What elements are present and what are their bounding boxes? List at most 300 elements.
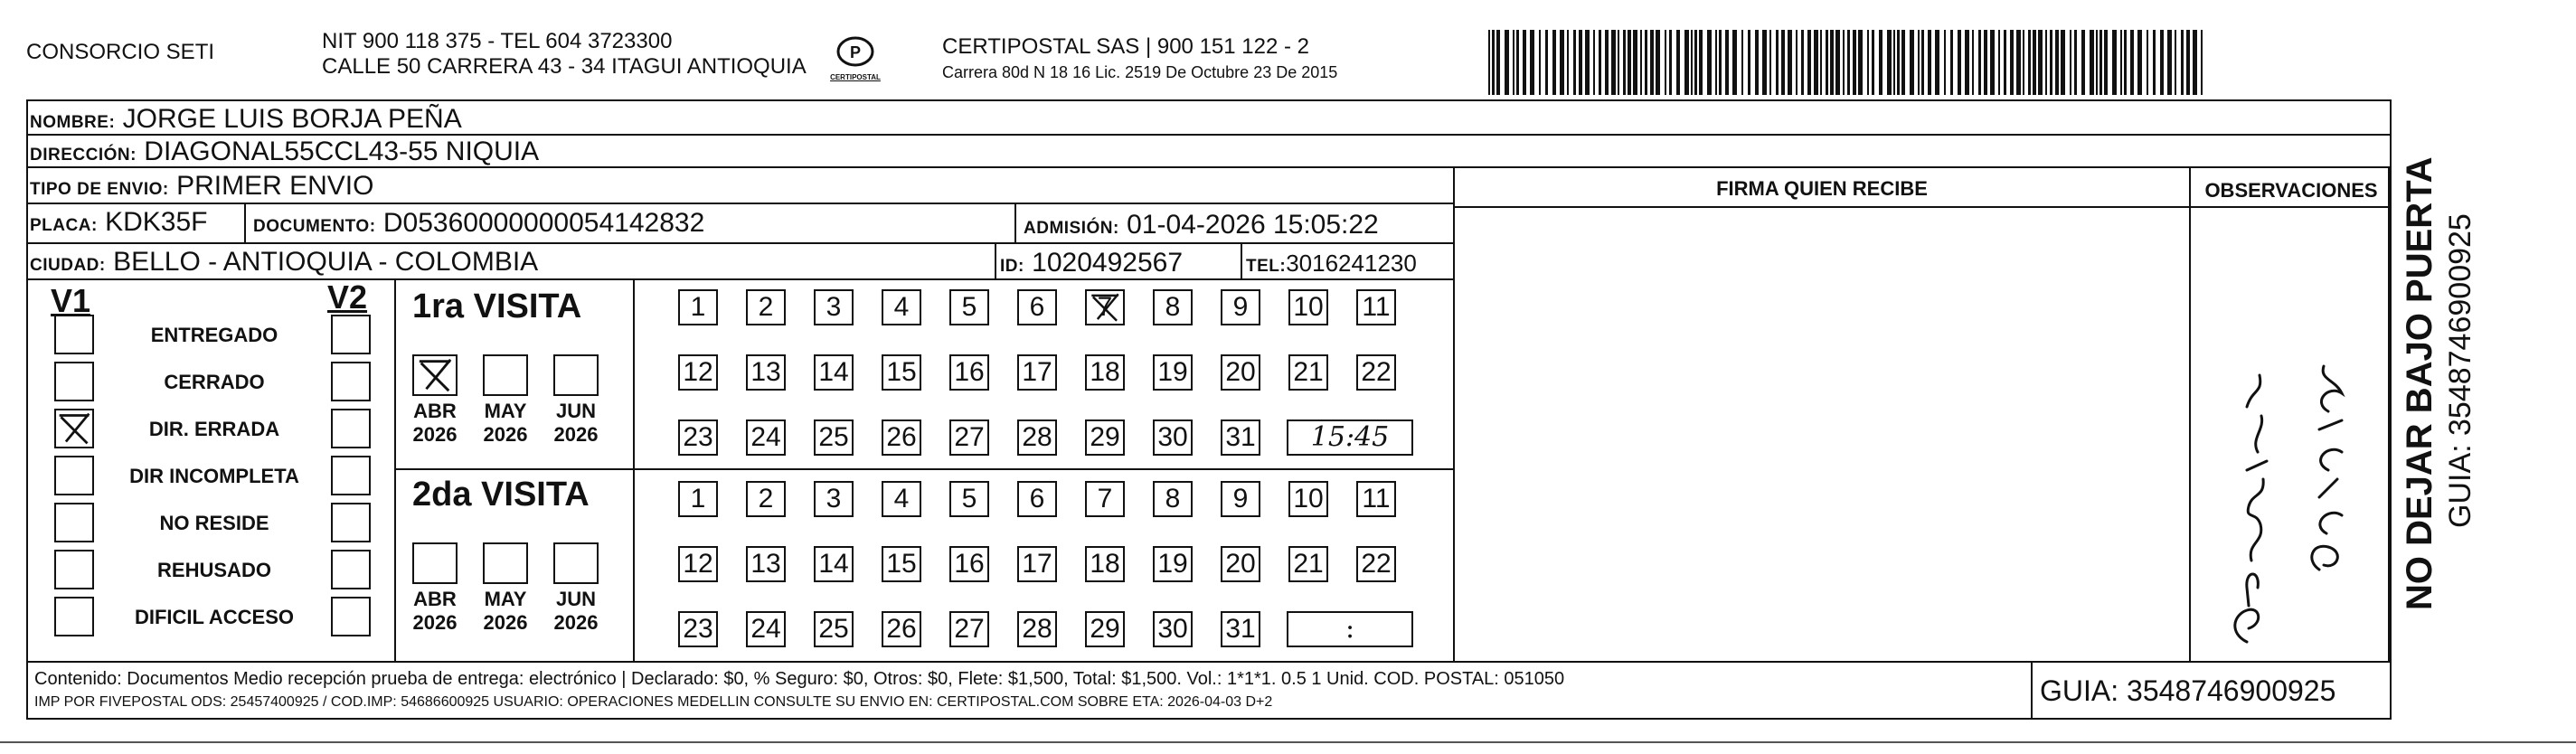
id-cell: [1000, 248, 1183, 278]
barcode-bar: [2061, 30, 2065, 95]
month-checkmark: [414, 356, 456, 394]
barcode-bar: [1781, 30, 1785, 95]
day-box[interactable]: [1356, 354, 1396, 391]
barcode-bar: [2050, 30, 2052, 95]
v1-checkbox[interactable]: [54, 362, 94, 401]
barcode-bar: [1935, 30, 1939, 95]
day-box[interactable]: [949, 546, 989, 582]
day-number: 17: [1022, 549, 1052, 579]
month-name: JUN: [555, 588, 596, 610]
barcode-bar: [1887, 30, 1892, 95]
document-value: D05360000000054142832: [382, 208, 705, 238]
barcode-bar: [2074, 30, 2077, 95]
barcode-bar: [1921, 30, 1924, 95]
barcode-bar: [2160, 30, 2164, 95]
barcode-bar: [1656, 30, 1660, 95]
name-label: NOMBRE:: [30, 113, 116, 132]
day-box[interactable]: [949, 289, 989, 325]
barcode-bar: [2028, 30, 2031, 95]
month-label: [544, 400, 608, 447]
day-number: 15: [886, 357, 917, 387]
day-box[interactable]: [882, 481, 921, 517]
address-label: DIRECCIÓN:: [30, 146, 137, 165]
barcode-bar: [1897, 30, 1900, 95]
day-number: 7: [1097, 292, 1113, 322]
day-number: 12: [683, 357, 713, 387]
day-box[interactable]: [814, 611, 854, 647]
day-box[interactable]: [949, 611, 989, 647]
barcode-bar: [2130, 30, 2134, 95]
day-box[interactable]: [746, 611, 786, 647]
signature-header: FIRMA QUIEN RECIBE: [1716, 177, 1928, 200]
barcode-bar: [1990, 30, 1995, 95]
day-box[interactable]: [1221, 546, 1260, 582]
v1-label: V1: [51, 282, 91, 319]
month-label: [544, 588, 608, 635]
day-number: 4: [893, 484, 910, 514]
status-right-border: [394, 280, 396, 661]
barcode-bar: [1928, 30, 1931, 95]
day-number: 24: [750, 614, 781, 644]
barcode-bar: [1539, 30, 1541, 95]
day-box[interactable]: [678, 481, 718, 517]
barcode-bar: [1593, 30, 1595, 95]
day-box[interactable]: [1153, 611, 1193, 647]
barcode-bar: [1762, 30, 1767, 95]
day-number: 19: [1157, 357, 1188, 387]
barcode-bar: [1579, 30, 1582, 95]
day-box[interactable]: [814, 419, 854, 456]
barcode-bar: [1523, 30, 1526, 95]
v2-checkbox[interactable]: [331, 315, 371, 354]
day-box[interactable]: [1017, 481, 1057, 517]
tel-divider: [1241, 244, 1242, 280]
barcode-bar: [1699, 30, 1703, 95]
day-number: 26: [886, 614, 917, 644]
admission-divider: [1014, 204, 1016, 244]
v2-checkbox[interactable]: [331, 409, 371, 448]
day-number: 4: [893, 292, 910, 322]
day-number: 22: [1361, 357, 1392, 387]
day-box[interactable]: [678, 289, 718, 325]
barcode: [1488, 30, 2212, 95]
day-box[interactable]: [949, 419, 989, 456]
barcode-bar: [2153, 30, 2156, 95]
barcode-bar: [1505, 30, 1509, 95]
signature-area[interactable]: [1455, 208, 2189, 661]
id-label: ID:: [1000, 257, 1024, 276]
day-box[interactable]: [1221, 289, 1260, 325]
recipient-name: JORGE LUIS BORJA PEÑA: [122, 104, 462, 134]
barcode-bar: [1796, 30, 1798, 95]
month-year: 2026: [553, 423, 599, 446]
v2-checkbox[interactable]: [331, 550, 371, 589]
barcode-bar: [1650, 30, 1654, 95]
day-box[interactable]: [949, 481, 989, 517]
day-box[interactable]: [1221, 611, 1260, 647]
day-box[interactable]: [1085, 611, 1125, 647]
barcode-bar: [1488, 30, 1490, 95]
day-number: 20: [1225, 357, 1256, 387]
barcode-bar: [1640, 30, 1642, 95]
day-number: 16: [954, 549, 985, 579]
barcode-bar: [1599, 30, 1601, 95]
day-box[interactable]: [1221, 354, 1260, 391]
observations-handwriting: [2193, 208, 2386, 660]
barcode-bar: [1530, 30, 1534, 95]
v1-checkbox[interactable]: [54, 315, 94, 354]
month-checkbox[interactable]: [412, 354, 458, 396]
day-box[interactable]: [882, 546, 921, 582]
barcode-bar: [1725, 30, 1729, 95]
day-box[interactable]: [1017, 354, 1057, 391]
barcode-bar: [1820, 30, 1822, 95]
admission-label: ADMISIÓN:: [1024, 219, 1119, 238]
barcode-bar: [1719, 30, 1722, 95]
day-box[interactable]: [1085, 419, 1125, 456]
month-year: 2026: [412, 611, 458, 634]
v1-checkbox[interactable]: [54, 550, 94, 589]
day-number: 8: [1165, 292, 1181, 322]
plate-value: KDK35F: [105, 207, 208, 237]
barcode-bar: [1516, 30, 1519, 95]
barcode-bar: [2167, 30, 2172, 95]
month-checkbox[interactable]: [483, 542, 528, 584]
day-number: 31: [1225, 614, 1256, 644]
barcode-bar: [1611, 30, 1616, 95]
day-number: 25: [818, 614, 849, 644]
day-number: 28: [1022, 614, 1052, 644]
day-box[interactable]: [1221, 419, 1260, 456]
month-label: [403, 400, 467, 447]
day-box[interactable]: [746, 354, 786, 391]
day-box[interactable]: [814, 289, 854, 325]
v2-checkbox[interactable]: [331, 362, 371, 401]
tel-label: TEL:: [1246, 257, 1287, 276]
barcode-bar: [2033, 30, 2036, 95]
month-name: MAY: [484, 588, 527, 610]
document-cell: [253, 208, 704, 239]
day-number: 13: [750, 549, 781, 579]
barcode-bar: [1496, 30, 1500, 95]
admission-value: 01-04-2026 15:05:22: [1127, 210, 1379, 240]
barcode-bar: [2004, 30, 2006, 95]
barcode-bar: [1807, 30, 1811, 95]
barcode-bar: [1669, 30, 1672, 95]
barcode-bar: [1867, 30, 1869, 95]
barcode-bar: [1978, 30, 1981, 95]
day-box[interactable]: [1288, 546, 1328, 582]
day-number: 23: [683, 614, 713, 644]
observations-header: OBSERVACIONES: [2204, 179, 2378, 202]
day-box[interactable]: [746, 419, 786, 456]
barcode-bar: [1628, 30, 1631, 95]
barcode-bar: [1513, 30, 1514, 95]
day-number: 10: [1293, 484, 1324, 514]
shipment-type-label: TIPO DE ENVIO:: [30, 180, 169, 199]
barcode-bar: [1958, 30, 1961, 95]
barcode-bar: [2070, 30, 2071, 95]
v1-checkbox[interactable]: [54, 503, 94, 542]
day-number: 7: [1097, 484, 1113, 514]
barcode-bar: [1858, 30, 1863, 95]
barcode-bar: [1707, 30, 1712, 95]
status-option-label: REHUSADO: [157, 559, 271, 581]
barcode-bar: [2201, 30, 2203, 95]
day-box[interactable]: [1153, 546, 1193, 582]
document-label: DOCUMENTO:: [253, 217, 376, 236]
barcode-bar: [1843, 30, 1845, 95]
day-number: 25: [818, 422, 849, 452]
day-number: 29: [1090, 422, 1120, 452]
v1-checkbox[interactable]: [54, 456, 94, 495]
day-number: 18: [1090, 549, 1120, 579]
barcode-bar: [1910, 30, 1914, 95]
barcode-bar: [1788, 30, 1792, 95]
footer-guia-divider: [2031, 661, 2033, 720]
barcode-bar: [1835, 30, 1840, 95]
day-number: 9: [1232, 484, 1249, 514]
address-row: [26, 136, 2392, 168]
status-option-label: NO RESIDE: [159, 512, 269, 534]
month-label: [474, 400, 537, 447]
month-checkbox[interactable]: [483, 354, 528, 396]
day-number: 21: [1293, 357, 1324, 387]
month-checkbox[interactable]: [412, 542, 458, 584]
day-number: 19: [1157, 549, 1188, 579]
day-number: 29: [1090, 614, 1120, 644]
day-box[interactable]: [1153, 481, 1193, 517]
day-box[interactable]: [746, 481, 786, 517]
day-number: 31: [1225, 422, 1256, 452]
day-number: 27: [954, 422, 985, 452]
day-box[interactable]: [1288, 289, 1328, 325]
v2-label: V2: [327, 278, 368, 316]
day-number: 26: [886, 422, 917, 452]
barcode-bar: [1645, 30, 1647, 95]
day-number: 17: [1022, 357, 1052, 387]
status-option-label: DIR INCOMPLETA: [129, 465, 299, 487]
barcode-bar: [2090, 30, 2094, 95]
day-box[interactable]: [746, 289, 786, 325]
time-box[interactable]: :: [1287, 611, 1413, 647]
day-box[interactable]: [882, 611, 921, 647]
barcode-bar: [1694, 30, 1697, 95]
barcode-bar: [2186, 30, 2190, 95]
barcode-bar: [1741, 30, 1743, 95]
barcode-bar: [1965, 30, 1969, 95]
no-leave-under-door-warning: NO DEJAR BAJO PUERTA: [2400, 156, 2439, 610]
day-box[interactable]: [1085, 481, 1125, 517]
day-number: 27: [954, 614, 985, 644]
time-box[interactable]: 15:45: [1287, 419, 1413, 456]
side-guia: GUIA: 3548746900925: [2443, 213, 2477, 528]
barcode-bar: [2016, 30, 2021, 95]
barcode-bar: [1769, 30, 1771, 95]
day-box[interactable]: [1288, 481, 1328, 517]
day-number: 2: [758, 292, 774, 322]
barcode-bar: [1984, 30, 1987, 95]
barcode-bar: [2147, 30, 2148, 95]
months-divider-1: [633, 280, 635, 661]
plate-label: PLACA:: [30, 216, 98, 235]
day-number: 1: [690, 484, 706, 514]
barcode-bar: [1552, 30, 1556, 95]
barcode-bar: [2193, 30, 2197, 95]
barcode-bar: [1492, 30, 1495, 95]
day-number: 18: [1090, 357, 1120, 387]
status-option-label: CERRADO: [164, 371, 265, 393]
day-box[interactable]: [1085, 289, 1125, 325]
barcode-bar: [1944, 30, 1946, 95]
city-label: CIUDAD:: [30, 256, 106, 275]
barcode-bar: [1950, 30, 1953, 95]
day-number: 15: [886, 549, 917, 579]
day-box[interactable]: [882, 354, 921, 391]
day-box[interactable]: [882, 289, 921, 325]
barcode-bar: [1801, 30, 1804, 95]
day-number: 21: [1293, 549, 1324, 579]
name-row: [26, 99, 2392, 136]
day-box[interactable]: [1017, 611, 1057, 647]
tel-value: 3016241230: [1286, 250, 1417, 277]
day-box[interactable]: [1153, 354, 1193, 391]
day-box[interactable]: [1017, 419, 1057, 456]
month-name: ABR: [413, 400, 457, 422]
day-box[interactable]: [1017, 546, 1057, 582]
day-box[interactable]: [1356, 289, 1396, 325]
barcode-bar: [1847, 30, 1850, 95]
barcode-bar: [1665, 30, 1666, 95]
day-box[interactable]: [1153, 289, 1193, 325]
day-box[interactable]: [1085, 354, 1125, 391]
shipment-row: [26, 168, 1455, 204]
day-box[interactable]: [678, 419, 718, 456]
day-box[interactable]: [678, 354, 718, 391]
city-value: BELLO - ANTIOQUIA - COLOMBIA: [113, 247, 539, 277]
barcode-bar: [1893, 30, 1895, 95]
status-option-label: DIFICIL ACCESO: [134, 606, 294, 628]
first-visit-title: 1ra VISITA: [412, 287, 582, 325]
barcode-bar: [2120, 30, 2122, 95]
day-box[interactable]: [1221, 481, 1260, 517]
v1-checkbox[interactable]: [54, 409, 94, 448]
day-box[interactable]: [1085, 546, 1125, 582]
day-number: 1: [690, 292, 706, 322]
barcode-bar: [1676, 30, 1680, 95]
shipment-type: PRIMER ENVIO: [176, 171, 374, 201]
day-number: 3: [826, 292, 842, 322]
day-number: 6: [1029, 292, 1045, 322]
barcode-bar: [1972, 30, 1974, 95]
observations-right-border: [2388, 168, 2392, 661]
day-box[interactable]: [1153, 419, 1193, 456]
barcode-bar: [1901, 30, 1905, 95]
barcode-bar: [1715, 30, 1717, 95]
day-number: 9: [1232, 292, 1249, 322]
day-box[interactable]: [678, 611, 718, 647]
certipostal-logo-icon: [835, 36, 875, 69]
barcode-bar: [1755, 30, 1759, 95]
day-number: 28: [1022, 422, 1052, 452]
month-checkbox[interactable]: [553, 354, 599, 396]
admission-cell: [1024, 210, 1379, 240]
barcode-bar: [2096, 30, 2098, 95]
barcode-bar: [2038, 30, 2043, 95]
v2-checkbox[interactable]: [331, 503, 371, 542]
month-label: [474, 588, 537, 635]
barcode-bar: [2099, 30, 2102, 95]
v2-checkbox[interactable]: [331, 597, 371, 636]
month-year: 2026: [553, 611, 599, 634]
barcode-bar: [1684, 30, 1689, 95]
day-box[interactable]: [814, 481, 854, 517]
month-label: [403, 588, 467, 635]
day-box[interactable]: [1288, 354, 1328, 391]
barcode-bar: [2104, 30, 2108, 95]
day-number: 12: [683, 549, 713, 579]
plate-divider: [244, 204, 246, 244]
barcode-bar: [2081, 30, 2085, 95]
day-box[interactable]: [678, 546, 718, 582]
day-box[interactable]: [746, 546, 786, 582]
month-name: ABR: [413, 588, 457, 610]
barcode-bar: [2010, 30, 2014, 95]
logo-text: CERTIPOSTAL: [830, 73, 881, 81]
company-name: CONSORCIO SETI: [26, 40, 215, 64]
page-bottom-line: [0, 741, 2576, 743]
month-checkbox[interactable]: [553, 542, 599, 584]
barcode-bar: [1998, 30, 2000, 95]
barcode-bar: [2175, 30, 2176, 95]
day-number: 11: [1362, 292, 1391, 322]
v1-checkbox[interactable]: [54, 597, 94, 636]
day-box[interactable]: [949, 354, 989, 391]
day-number: 14: [818, 357, 849, 387]
id-value: 1020492567: [1032, 248, 1184, 278]
address-line: CALLE 50 CARRERA 43 - 34 ITAGUI ANTIOQUIA: [322, 54, 807, 79]
day-box[interactable]: [882, 419, 921, 456]
month-year: 2026: [412, 423, 458, 446]
day-box[interactable]: [1356, 546, 1396, 582]
observations-column-border: [2189, 168, 2191, 661]
license-line: Carrera 80d N 18 16 Lic. 2519 De Octubre 23 De 2015: [942, 63, 1338, 81]
barcode-bar: [2023, 30, 2024, 95]
barcode-bar: [2045, 30, 2047, 95]
barcode-bar: [1814, 30, 1818, 95]
barcode-bar: [1623, 30, 1626, 95]
status-option-label: DIR. ERRADA: [148, 418, 280, 440]
day-box[interactable]: [1017, 289, 1057, 325]
barcode-bar: [1633, 30, 1637, 95]
v2-checkbox[interactable]: [331, 456, 371, 495]
barcode-bar: [1826, 30, 1828, 95]
day-box[interactable]: [814, 354, 854, 391]
barcode-bar: [2181, 30, 2184, 95]
day-checkmark: [1087, 291, 1123, 324]
day-box[interactable]: [1356, 481, 1396, 517]
barcode-bar: [2124, 30, 2127, 95]
day-number: 8: [1165, 484, 1181, 514]
day-number: 24: [750, 422, 781, 452]
day-box[interactable]: [814, 546, 854, 582]
day-number: 14: [818, 549, 849, 579]
barcode-bar: [1545, 30, 1548, 95]
barcode-bar: [1918, 30, 1920, 95]
day-number: 3: [826, 484, 842, 514]
day-number: 5: [961, 292, 977, 322]
svg-text:P: P: [849, 43, 862, 61]
